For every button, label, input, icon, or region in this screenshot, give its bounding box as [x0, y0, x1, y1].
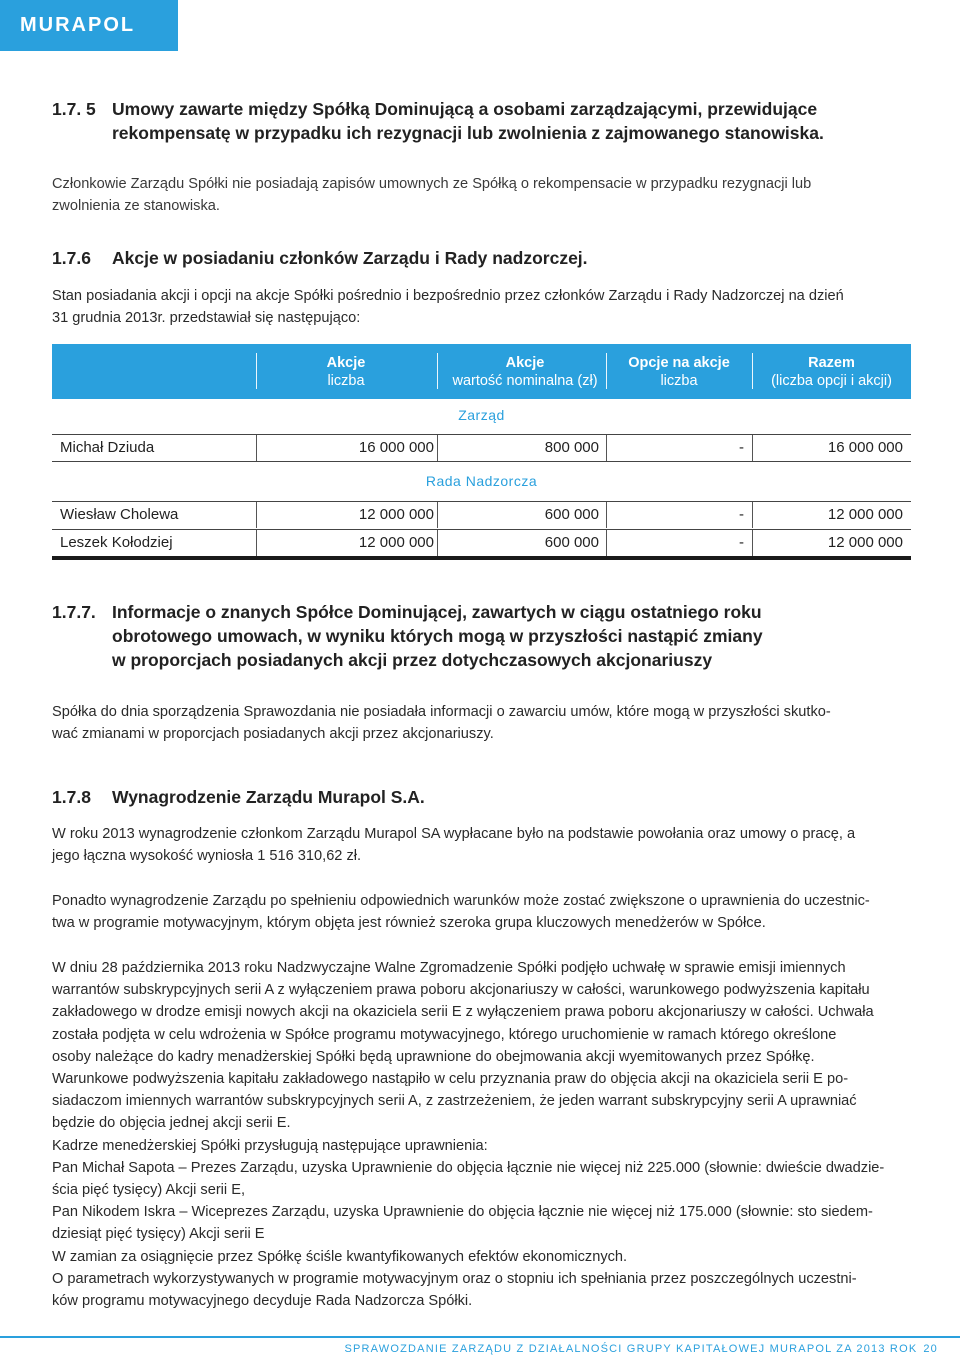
cell-options: - — [739, 506, 744, 523]
section-1-7-7-heading — [52, 600, 912, 672]
brand-logo: MURAPOL S.A. — [0, 0, 178, 51]
header-shares-count — [256, 354, 436, 390]
header-sublabel: liczba — [660, 373, 698, 389]
paragraph-line: zakładowego w drodze emisji nowych akcji na okaziciela serii E z wyłączeniem prawa poboru akcjonariuszy w całości. Uchwała — [52, 1004, 874, 1021]
paragraph-line: Spółka do dnia sporządzenia Sprawozdania nie posiadała informacji o zawarciu umów, które mogą w przyszłości skutko- — [52, 704, 831, 720]
heading-line: w proporcjach posiadanych akcji przez dotychczasowych akcjonariuszy — [112, 650, 713, 670]
section-1-7-6-heading — [52, 246, 912, 270]
paragraph-line: twa w programie motywacyjnym, którym objęta jest również szeroka grupa kluczowych menedżerów w Spółce. — [52, 915, 766, 932]
header-total — [752, 354, 911, 390]
table-header — [52, 344, 911, 399]
paragraph-line: została podjęta w celu wdrożenia w Spółce programu motywacyjnego, którego uruchomienie w ramach którego określone — [52, 1026, 837, 1043]
header-sublabel: (liczba opcji i akcji) — [771, 373, 892, 389]
paragraph-line: jego łączna wysokość wyniosła 1 516 310,62 zł. — [52, 848, 362, 865]
paragraph-line: Pan Nikodem Iskra – Wiceprezes Zarządu, uzyska Uprawnienie do objęcia łącznie nie więcej niż 175.000 (słownie: sto siedem- — [52, 1204, 873, 1221]
section-1-7-6-paragraph — [52, 285, 910, 329]
cell-total: 12 000 000 — [827, 534, 903, 551]
section-number: 1.7.6 — [52, 248, 91, 268]
heading-line: Wynagrodzenie Zarządu Murapol S.A. — [112, 787, 425, 807]
header-sublabel: liczba — [327, 373, 365, 389]
header-sublabel: wartość nominalna (zł) — [452, 373, 598, 389]
paragraph-line: O parametrach wykorzystywanych w programie motywacyjnym oraz o stopniu ich spełniania przez poszczególnych uczestni- — [52, 1270, 857, 1287]
section-1-7-8-paragraph-1 — [52, 823, 910, 867]
cell-value: 800 000 — [544, 439, 599, 456]
paragraph-line: siadaczom imiennych warrantów subskrypcyjnych serii A, z zastrzeżeniem, że jeden warrant subskrypcyjny serii A uprawniać — [52, 1093, 857, 1110]
heading-line: obrotowego umowach, w wyniku których mogą w przyszłości nastąpić zmiany — [112, 626, 763, 646]
footer-text: SPRAWOZDANIE ZARZĄDU Z DZIAŁALNOŚCI GRUPY KAPITAŁOWEJ MURAPOL ZA 2013 ROK — [344, 1343, 918, 1355]
table-row — [52, 435, 911, 461]
paragraph-line: W dniu 28 października 2013 roku Nadzwyczajne Walne Zgromadzenie Spółki podjęło uchwałę w sprawie emisji imiennych — [52, 960, 846, 976]
paragraph-line: Ponadto wynagrodzenie Zarządu po spełnieniu odpowiednich warunków może zostać zwiększone o uprawnienia do uczestnic- — [52, 893, 870, 909]
section-number: 1.7.7. — [52, 602, 96, 622]
page-number: 20 — [923, 1343, 938, 1355]
section-number: 1.7. 5 — [52, 99, 96, 119]
table-row — [52, 502, 911, 528]
cell-shares: 12 000 000 — [358, 506, 434, 523]
group-label-rada-nadzorcza: Rada Nadzorcza — [425, 473, 538, 489]
section-1-7-8-paragraph-2 — [52, 890, 910, 934]
paragraph-line: Stan posiadania akcji i opcji na akcje Spółki pośrednio i bezpośrednio przez członków Zarządu i Rady Nadzorczej na dzień — [52, 288, 844, 304]
cell-name: Michał Dziuda — [60, 439, 155, 456]
paragraph-line: zwolnienia ze stanowiska. — [52, 198, 220, 215]
group-label-zarzad: Zarząd — [458, 407, 505, 423]
heading-line: rekompensatę w przypadku ich rezygnacji lub zwolnienia z zajmowanego stanowiska. — [112, 123, 824, 143]
paragraph-line: będzie do objęcia jednej akcji serii E. — [52, 1115, 291, 1132]
cell-options: - — [739, 534, 744, 551]
paragraph-line: Warunkowe podwyższenia kapitału zakładowego nastąpiło w celu przyznania praw do objęcia akcji na okaziciela serii E po- — [52, 1071, 849, 1088]
cell-options: - — [739, 439, 744, 456]
cell-shares: 16 000 000 — [358, 439, 434, 456]
heading-line: Informacje o znanych Spółce Dominującej, zawartych w ciągu ostatniego roku — [112, 602, 762, 622]
paragraph-line: Pan Michał Sapota – Prezes Zarządu, uzyska Uprawnienie do objęcia łącznie nie więcej niż 225.000 (słownie: dwieście dwadzie- — [52, 1159, 885, 1176]
section-1-7-5-paragraph — [52, 173, 910, 217]
paragraph-line: warrantów subskrypcyjnych serii A z wyłączeniem prawa poboru akcjonariuszy w całości, warunkowego podwyższenia kapitału — [52, 982, 870, 999]
section-number: 1.7.8 — [52, 787, 91, 807]
section-1-7-5-heading — [52, 97, 912, 145]
paragraph-line: ków programu motywacyjnego decyduje Rada Nadzorcza Spółki. — [52, 1293, 473, 1310]
table-row — [52, 530, 911, 556]
heading-line: Akcje w posiadaniu członków Zarządu i Rady nadzorczej. — [112, 248, 588, 268]
heading-line: Umowy zawarte między Spółką Dominującą a osobami zarządzającymi, przewidujące — [112, 99, 818, 119]
page-footer — [344, 1343, 938, 1355]
footer-divider — [0, 1336, 960, 1338]
cell-name: Wiesław Cholewa — [60, 506, 179, 523]
paragraph-line: wać zmianami w proporcjach posiadanych akcji przez akcjonariuszy. — [52, 726, 494, 743]
section-1-7-7-paragraph — [52, 701, 910, 745]
cell-total: 12 000 000 — [827, 506, 903, 523]
header-label: Akcje — [505, 355, 545, 371]
paragraph-line: dziesiąt pięć tysięcy) Akcji serii E — [52, 1226, 265, 1243]
paragraph-line: W roku 2013 wynagrodzenie członkom Zarządu Murapol SA wypłacane było na podstawie powołania oraz umowy o pracę, a — [52, 826, 856, 842]
header-label: Razem — [808, 355, 855, 371]
paragraph-line: ścia pięć tysięcy) Akcji serii E, — [52, 1182, 246, 1199]
section-1-7-8-paragraph-3 — [52, 957, 910, 1312]
cell-name: Leszek Kołodziej — [60, 534, 173, 551]
paragraph-line: Kadrze menedżerskiej Spółki przysługują następujące uprawnienia: — [52, 1137, 488, 1154]
header-shares-value — [437, 354, 613, 390]
cell-value: 600 000 — [544, 534, 599, 551]
paragraph-line: Członkowie Zarządu Spółki nie posiadają zapisów umownych ze Spółką o rekompensacie w przypadku rezygnacji lub — [52, 176, 812, 192]
header-options — [606, 354, 752, 390]
cell-shares: 12 000 000 — [358, 534, 434, 551]
header-label: Opcje na akcje — [628, 355, 730, 371]
cell-value: 600 000 — [544, 506, 599, 523]
header-label: Akcje — [326, 355, 366, 371]
paragraph-line: W zamian za osiągnięcie przez Spółkę ściśle kwantyfikowanych efektów ekonomicznych. — [52, 1248, 628, 1265]
paragraph-line: osoby należące do kadry menadżerskiej Spółki będą uprawnione do obejmowania akcji wyemitowanych przez Spółkę. — [52, 1048, 815, 1065]
section-1-7-8-heading — [52, 785, 912, 809]
cell-total: 16 000 000 — [827, 439, 903, 456]
paragraph-line: 31 grudnia 2013r. przedstawiał się następująco: — [52, 310, 361, 327]
